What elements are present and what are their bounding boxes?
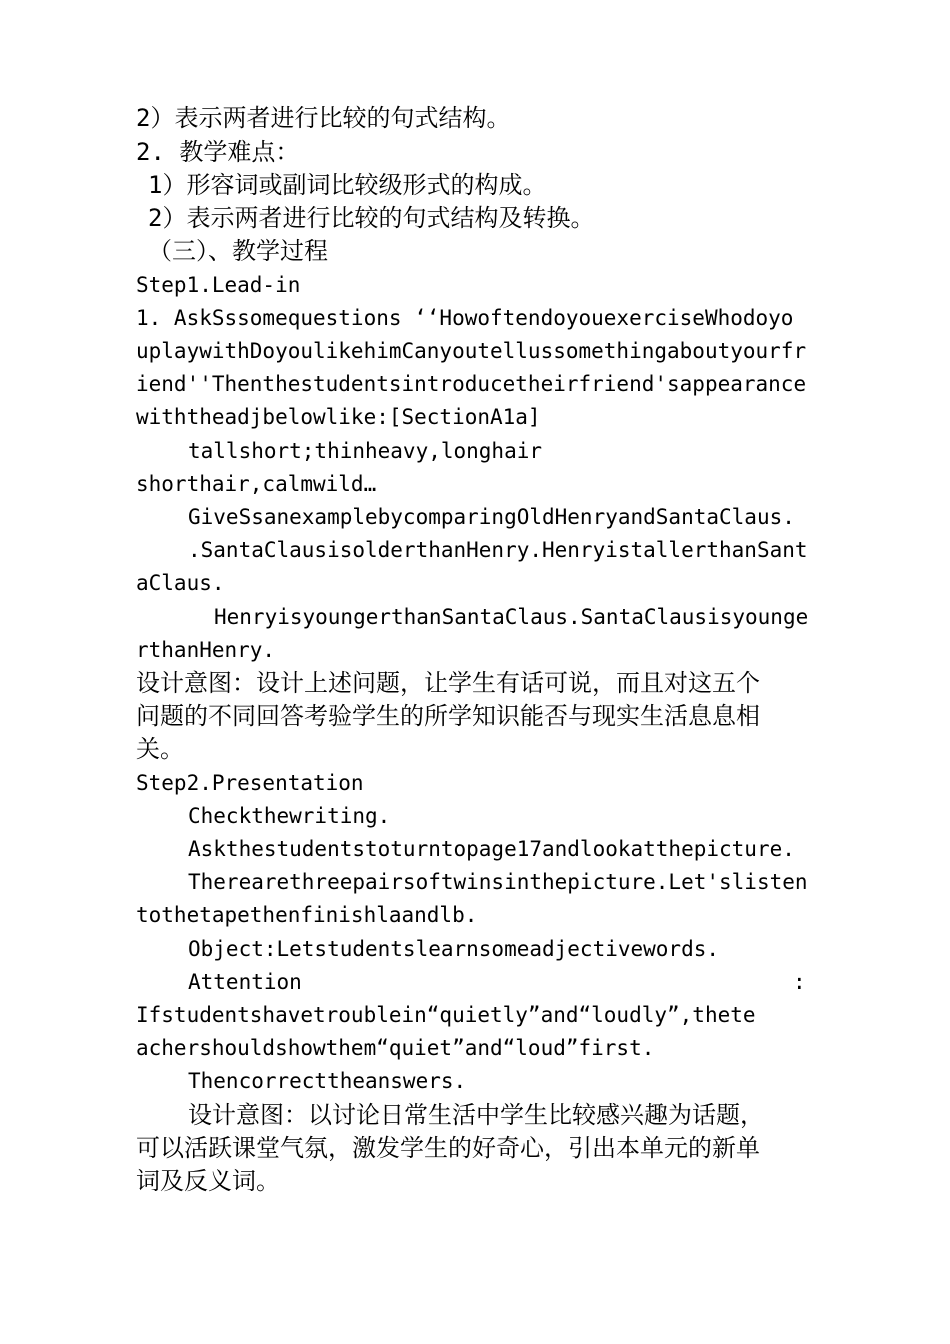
example-line-2: HenryisyoungerthanSantaClaus.SantaClausisyounge: [214, 605, 809, 629]
difficulty-1: 1）形容词或副词比较级形式的构成。: [148, 171, 547, 199]
example-line-1: .SantaClausisolderthanHenry.HenryistallerthanSant: [188, 538, 808, 562]
step2-heading: Step2.Presentation: [136, 771, 364, 795]
step2-attention-row: [188, 966, 868, 999]
adjective-list-line-2: shorthair,calmwild…: [136, 472, 377, 496]
design-intent-2-line-2: 可以活跃课堂气氛，激发学生的好奇心，引出本单元的新单: [136, 1134, 760, 1162]
difficulties-heading: 2. 教学难点：: [136, 138, 300, 166]
example-line-2-cont: rthanHenry.: [136, 638, 276, 662]
step1-para-line-4: withtheadjbelowlike:[SectionA1a]: [136, 405, 541, 429]
attention-label: Attention: [188, 970, 302, 994]
step2-correct-answers: Thencorrecttheanswers.: [188, 1069, 467, 1093]
section-heading-process: （三）、教学过程: [148, 237, 328, 265]
design-intent-2-line-3: 词及反义词。: [136, 1167, 280, 1195]
step1-para-line-3: iend''Thenthestudentsintroducetheirfriend'sappearance: [136, 372, 807, 396]
step2-attention-line-2: achershouldshowthem“quiet”and“loud”first.: [136, 1036, 655, 1060]
step2-twins-line-1: Therearethreepairsoftwinsinthepicture.Let'slisten: [188, 870, 808, 894]
example-intro: GiveSsanexamplebycomparingOldHenryandSantaClaus.: [188, 505, 795, 529]
step2-ask-students: Askthestudentstoturntopage17andlookatthepicture.: [188, 837, 795, 861]
step2-twins-line-2: tothetapethenfinishlaandlb.: [136, 903, 478, 927]
step1-para-line-2: uplaywithDoyoulikehimCanyoutellussomethingaboutyourfr: [136, 339, 807, 363]
key-point-2: 2）表示两者进行比较的句式结构。: [136, 104, 511, 132]
design-intent-1-line-2: 问题的不同回答考验学生的所学知识能否与现实生活息息相: [136, 702, 760, 730]
design-intent-1-line-3: 关。: [136, 735, 184, 763]
step2-attention-line-1: Ifstudentshavetroublein“quietly”and“loudly”,thete: [136, 1003, 756, 1027]
step2-check-writing: Checkthewriting.: [188, 804, 391, 828]
step2-object: Object:Letstudentslearnsomeadjectivewords.: [188, 937, 720, 961]
adjective-list-line-1: tallshort;thinheavy,longhair: [188, 439, 543, 463]
attention-colon: :: [793, 970, 806, 994]
design-intent-1-line-1: 设计意图：设计上述问题，让学生有话可说，而且对这五个: [136, 669, 760, 697]
example-line-1-cont: aClaus.: [136, 571, 225, 595]
step1-heading: Step1.Lead-in: [136, 273, 301, 297]
difficulty-2: 2）表示两者进行比较的句式结构及转换。: [148, 204, 595, 232]
design-intent-2-line-1: 设计意图：以讨论日常生活中学生比较感兴趣为话题，: [188, 1101, 764, 1129]
step1-para-line-1: 1. AskSssomequestions ‘‘HowoftendoyouexerciseWhodoyo: [136, 306, 794, 330]
